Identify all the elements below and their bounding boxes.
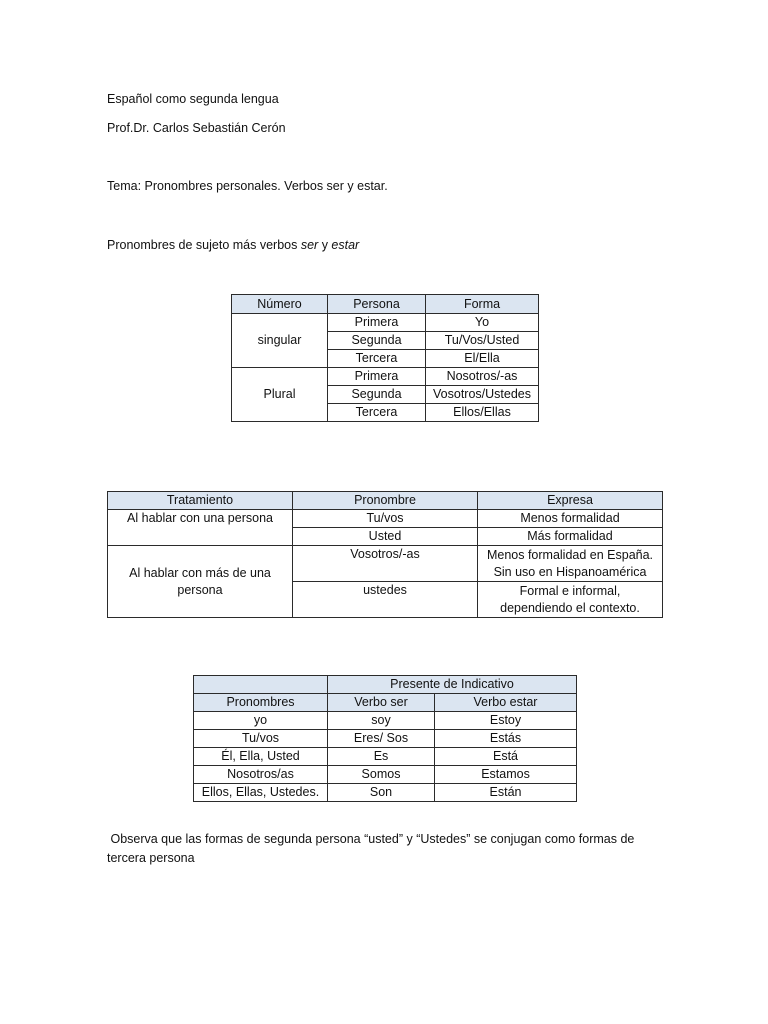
table-row [108, 510, 663, 528]
pronombre-cell: Tu/vos [293, 510, 478, 528]
section-title-mid: y [318, 238, 332, 252]
header-expresa: Expresa [478, 492, 663, 510]
table-row [194, 730, 577, 748]
usage-note [107, 830, 667, 868]
ser-cell: soy [328, 712, 435, 730]
tratamiento-cell: Al hablar con una persona [108, 510, 293, 546]
table-row [232, 368, 539, 386]
subject-pronouns-table [231, 294, 539, 422]
tratamiento-line-2: persona [177, 582, 223, 597]
pronombre-cell: Nosotros/as [194, 766, 328, 784]
header-persona: Persona [328, 295, 426, 314]
section-title [107, 238, 359, 252]
table-row [194, 784, 577, 802]
ser-cell: Es [328, 748, 435, 766]
persona-cell: Primera [328, 314, 426, 332]
pronombre-cell: Él, Ella, Usted [194, 748, 328, 766]
header-tratamiento: Tratamiento [108, 492, 293, 510]
forma-cell: Nosotros/-as [426, 368, 539, 386]
ser-cell: Somos [328, 766, 435, 784]
persona-cell: Tercera [328, 404, 426, 422]
treatment-table [107, 491, 663, 618]
estar-cell: Está [435, 748, 577, 766]
persona-cell: Segunda [328, 332, 426, 350]
section-title-ser: ser [300, 238, 319, 252]
pronombre-cell: Ellos, Ellas, Ustedes. [194, 784, 328, 802]
persona-cell: Segunda [328, 386, 426, 404]
header-numero: Número [232, 295, 328, 314]
expresa-line-2: dependiendo el contexto. [500, 600, 640, 615]
expresa-cell: Menos formalidad [478, 510, 663, 528]
note-line-2: tercera persona [107, 851, 195, 865]
header-empty [194, 676, 328, 694]
expresa-cell: Más formalidad [478, 528, 663, 546]
tratamiento-line-1: Al hablar con más de una [129, 565, 271, 580]
ser-cell: Eres/ Sos [328, 730, 435, 748]
persona-cell: Tercera [328, 350, 426, 368]
numero-cell: Plural [232, 368, 328, 422]
header-verbo-estar: Verbo estar [435, 694, 577, 712]
expresa-line-1: Menos formalidad en España. [486, 547, 654, 562]
numero-cell: singular [232, 314, 328, 368]
estar-cell: Están [435, 784, 577, 802]
table-row [194, 712, 577, 730]
forma-cell: Ellos/Ellas [426, 404, 539, 422]
table-row [194, 766, 577, 784]
header-presente-indicativo: Presente de Indicativo [328, 676, 577, 694]
header-pronombre: Pronombre [293, 492, 478, 510]
pronombre-cell: Usted [293, 528, 478, 546]
professor-name: Prof.Dr. Carlos Sebastián Cerón [107, 121, 286, 135]
expresa-line-1: Formal e informal, [519, 583, 621, 598]
forma-cell: Vosotros/Ustedes [426, 386, 539, 404]
pronombre-cell: Tu/vos [194, 730, 328, 748]
conjugation-table [193, 675, 577, 802]
header-verbo-ser: Verbo ser [328, 694, 435, 712]
header-pronombres: Pronombres [194, 694, 328, 712]
pronombre-cell: yo [194, 712, 328, 730]
forma-cell: Tu/Vos/Usted [426, 332, 539, 350]
section-title-estar: estar [331, 238, 360, 252]
course-title: Español como segunda lengua [107, 92, 279, 106]
ser-cell: Son [328, 784, 435, 802]
tratamiento-cell [108, 546, 293, 618]
persona-cell: Primera [328, 368, 426, 386]
table-row [194, 748, 577, 766]
pronombre-cell: Vosotros/-as [293, 546, 478, 582]
table-row [108, 546, 663, 582]
forma-cell: El/Ella [426, 350, 539, 368]
expresa-line-2: Sin uso en Hispanoamérica [493, 564, 647, 579]
expresa-cell [478, 546, 663, 582]
estar-cell: Estás [435, 730, 577, 748]
pronombre-cell: ustedes [293, 582, 478, 618]
estar-cell: Estamos [435, 766, 577, 784]
expresa-cell [478, 582, 663, 618]
table-row [232, 314, 539, 332]
estar-cell: Estoy [435, 712, 577, 730]
note-line-1: Observa que las formas de segunda persona “usted” y “Ustedes” se conjugan como formas de [107, 832, 635, 846]
header-forma: Forma [426, 295, 539, 314]
section-title-prefix: Pronombres de sujeto más verbos [107, 238, 301, 252]
forma-cell: Yo [426, 314, 539, 332]
topic-line: Tema: Pronombres personales. Verbos ser y estar. [107, 179, 388, 193]
